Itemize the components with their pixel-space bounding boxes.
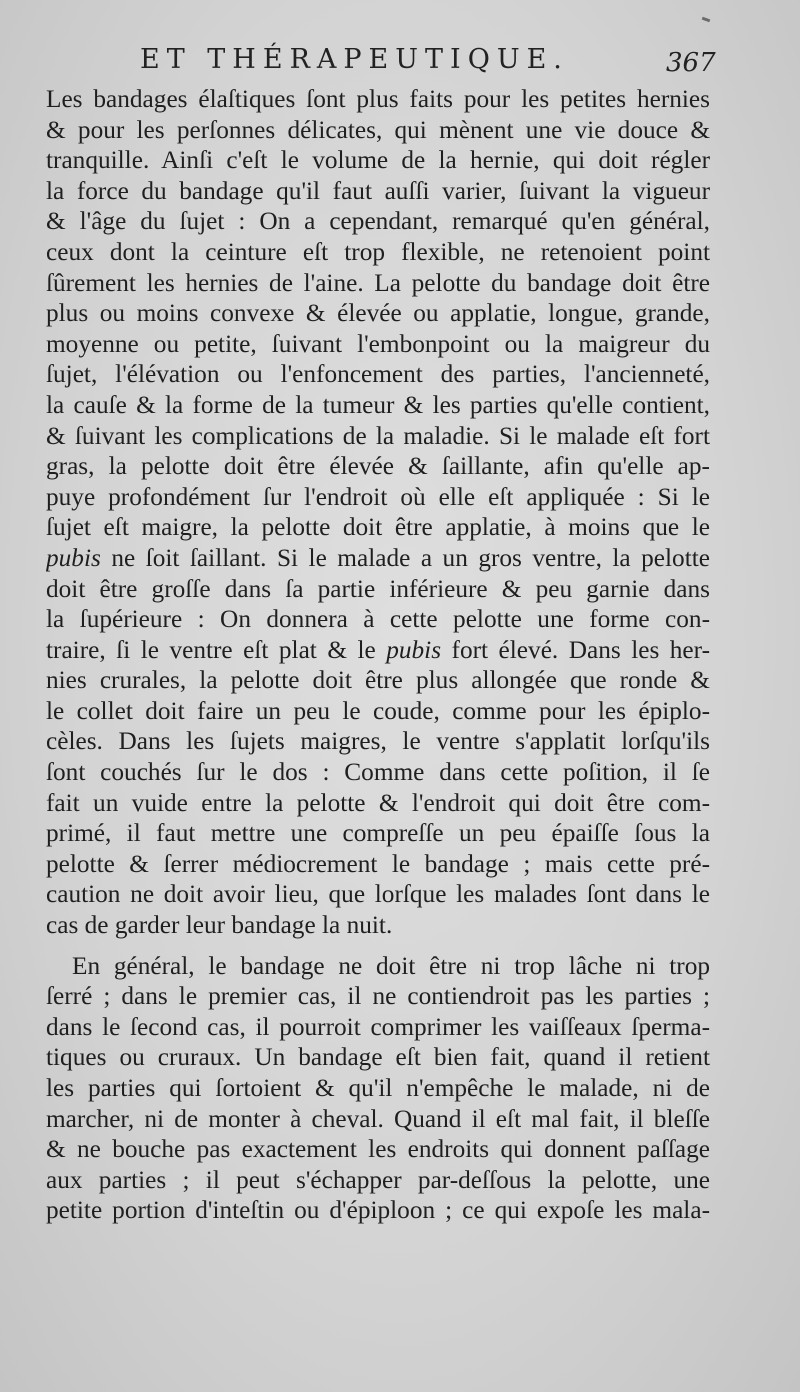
paragraph-1 bbox=[46, 84, 710, 941]
text-line: & pour les perſonnes délicates, qui mènent une vie douce & bbox=[46, 115, 710, 144]
text-line: ſujet, l'élévation ou l'enfoncement des parties, l'ancienneté, bbox=[46, 360, 710, 389]
text-line: primé, il faut mettre une compreſſe un peu épaiſſe ſous la bbox=[46, 819, 710, 848]
text-line: la cauſe & la forme de la tumeur & les parties qu'elle contient, bbox=[46, 390, 710, 419]
text-line: & l'âge du ſujet : On a cependant, remarqué qu'en général, bbox=[46, 207, 710, 236]
text-line: tranquille. Ainſi c'eſt le volume de la hernie, qui doit régler bbox=[46, 146, 710, 175]
text-line: Les bandages élaſtiques ſont plus faits pour les petites hernies bbox=[46, 85, 710, 113]
text-line: aux parties ; il peut s'échapper par-deſſous la pelotte, une bbox=[46, 1165, 710, 1194]
text-line: plus ou moins convexe & élevée ou applatie, longue, grande, bbox=[46, 299, 710, 328]
text-line: En général, le bandage ne doit être ni trop lâche ni trop bbox=[72, 951, 710, 980]
text-line: caution ne doit avoir lieu, que lorſque les malades ſont dans le bbox=[46, 880, 710, 909]
text-line: petite portion d'inteſtin ou d'épiploon ; ce qui expoſe les mala- bbox=[46, 1196, 710, 1225]
text-line: tiques ou cruraux. Un bandage eſt bien fait, quand il retient bbox=[46, 1043, 710, 1072]
text-line: cèles. Dans les ſujets maigres, le ventre s'applatit lorſqu'ils bbox=[46, 727, 710, 756]
page-number: 367 bbox=[666, 48, 716, 78]
text-line: la force du bandage qu'il faut auſſi varier, ſuivant la vigueur bbox=[46, 176, 710, 205]
text-line: ſont couchés ſur le dos : Comme dans cette poſition, il ſe bbox=[46, 758, 710, 787]
text-line: ceux dont la ceinture eſt trop flexible, ne retenoient point bbox=[46, 237, 710, 266]
italic-term: pubis bbox=[46, 543, 101, 572]
text-line: ſerré ; dans le premier cas, il ne contiendroit pas les parties ; bbox=[46, 982, 710, 1011]
text-line: le collet doit faire un peu le coude, comme pour les épiplo- bbox=[46, 696, 710, 725]
paragraph-2 bbox=[46, 951, 710, 1226]
text-line: ſujet eſt maigre, la pelotte doit être applatie, à moins que le bbox=[46, 513, 710, 542]
text-line: gras, la pelotte doit être élevée & ſaillante, afin qu'elle ap- bbox=[46, 452, 710, 481]
italic-term: pubis bbox=[386, 635, 442, 664]
text-line: fait un vuide entre la pelotte & l'endroit qui doit être com- bbox=[46, 788, 710, 817]
text-line: pubis ne ſoit ſaillant. Si le malade a un gros ventre, la pelotte bbox=[46, 543, 710, 572]
text-line: & ne bouche pas exactement les endroits qui donnent paſſage bbox=[46, 1135, 710, 1164]
text-line: les parties qui ſortoient & qu'il n'empêche le malade, ni de bbox=[46, 1074, 710, 1102]
body-text bbox=[46, 84, 710, 1226]
text-line: & ſuivant les complications de la maladie. Si le malade eſt fort bbox=[46, 421, 710, 450]
text-line: doit être groſſe dans ſa partie inférieure & peu garnie dans bbox=[46, 574, 710, 603]
text-line: marcher, ni de monter à cheval. Quand il eſt mal fait, il bleſſe bbox=[46, 1104, 710, 1133]
running-title: ET THÉRAPEUTIQUE. bbox=[140, 44, 569, 75]
text-line: pelotte & ſerrer médiocrement le bandage ; mais cette pré- bbox=[46, 849, 710, 878]
text-line: moyenne ou petite, ſuivant l'embonpoint ou la maigreur du bbox=[46, 329, 710, 358]
text-line: traire, ſi le ventre eſt plat & le pubis fort élevé. Dans les her- bbox=[46, 635, 710, 664]
text-line: dans le ſecond cas, il pourroit comprimer les vaiſſeaux ſperma- bbox=[46, 1012, 710, 1041]
text-line: la ſupérieure : On donnera à cette pelotte une forme con- bbox=[46, 605, 710, 634]
text-line: nies crurales, la pelotte doit être plus allongée que ronde & bbox=[46, 666, 710, 695]
text-line: ſûrement les hernies de l'aine. La pelotte du bandage doit être bbox=[46, 268, 710, 297]
paragraph-gap bbox=[46, 941, 710, 951]
ink-mark bbox=[702, 17, 711, 23]
text-line: puye profondément ſur l'endroit où elle eſt appliquée : Si le bbox=[46, 482, 710, 511]
text-line: cas de garder leur bandage la nuit. bbox=[46, 911, 393, 940]
